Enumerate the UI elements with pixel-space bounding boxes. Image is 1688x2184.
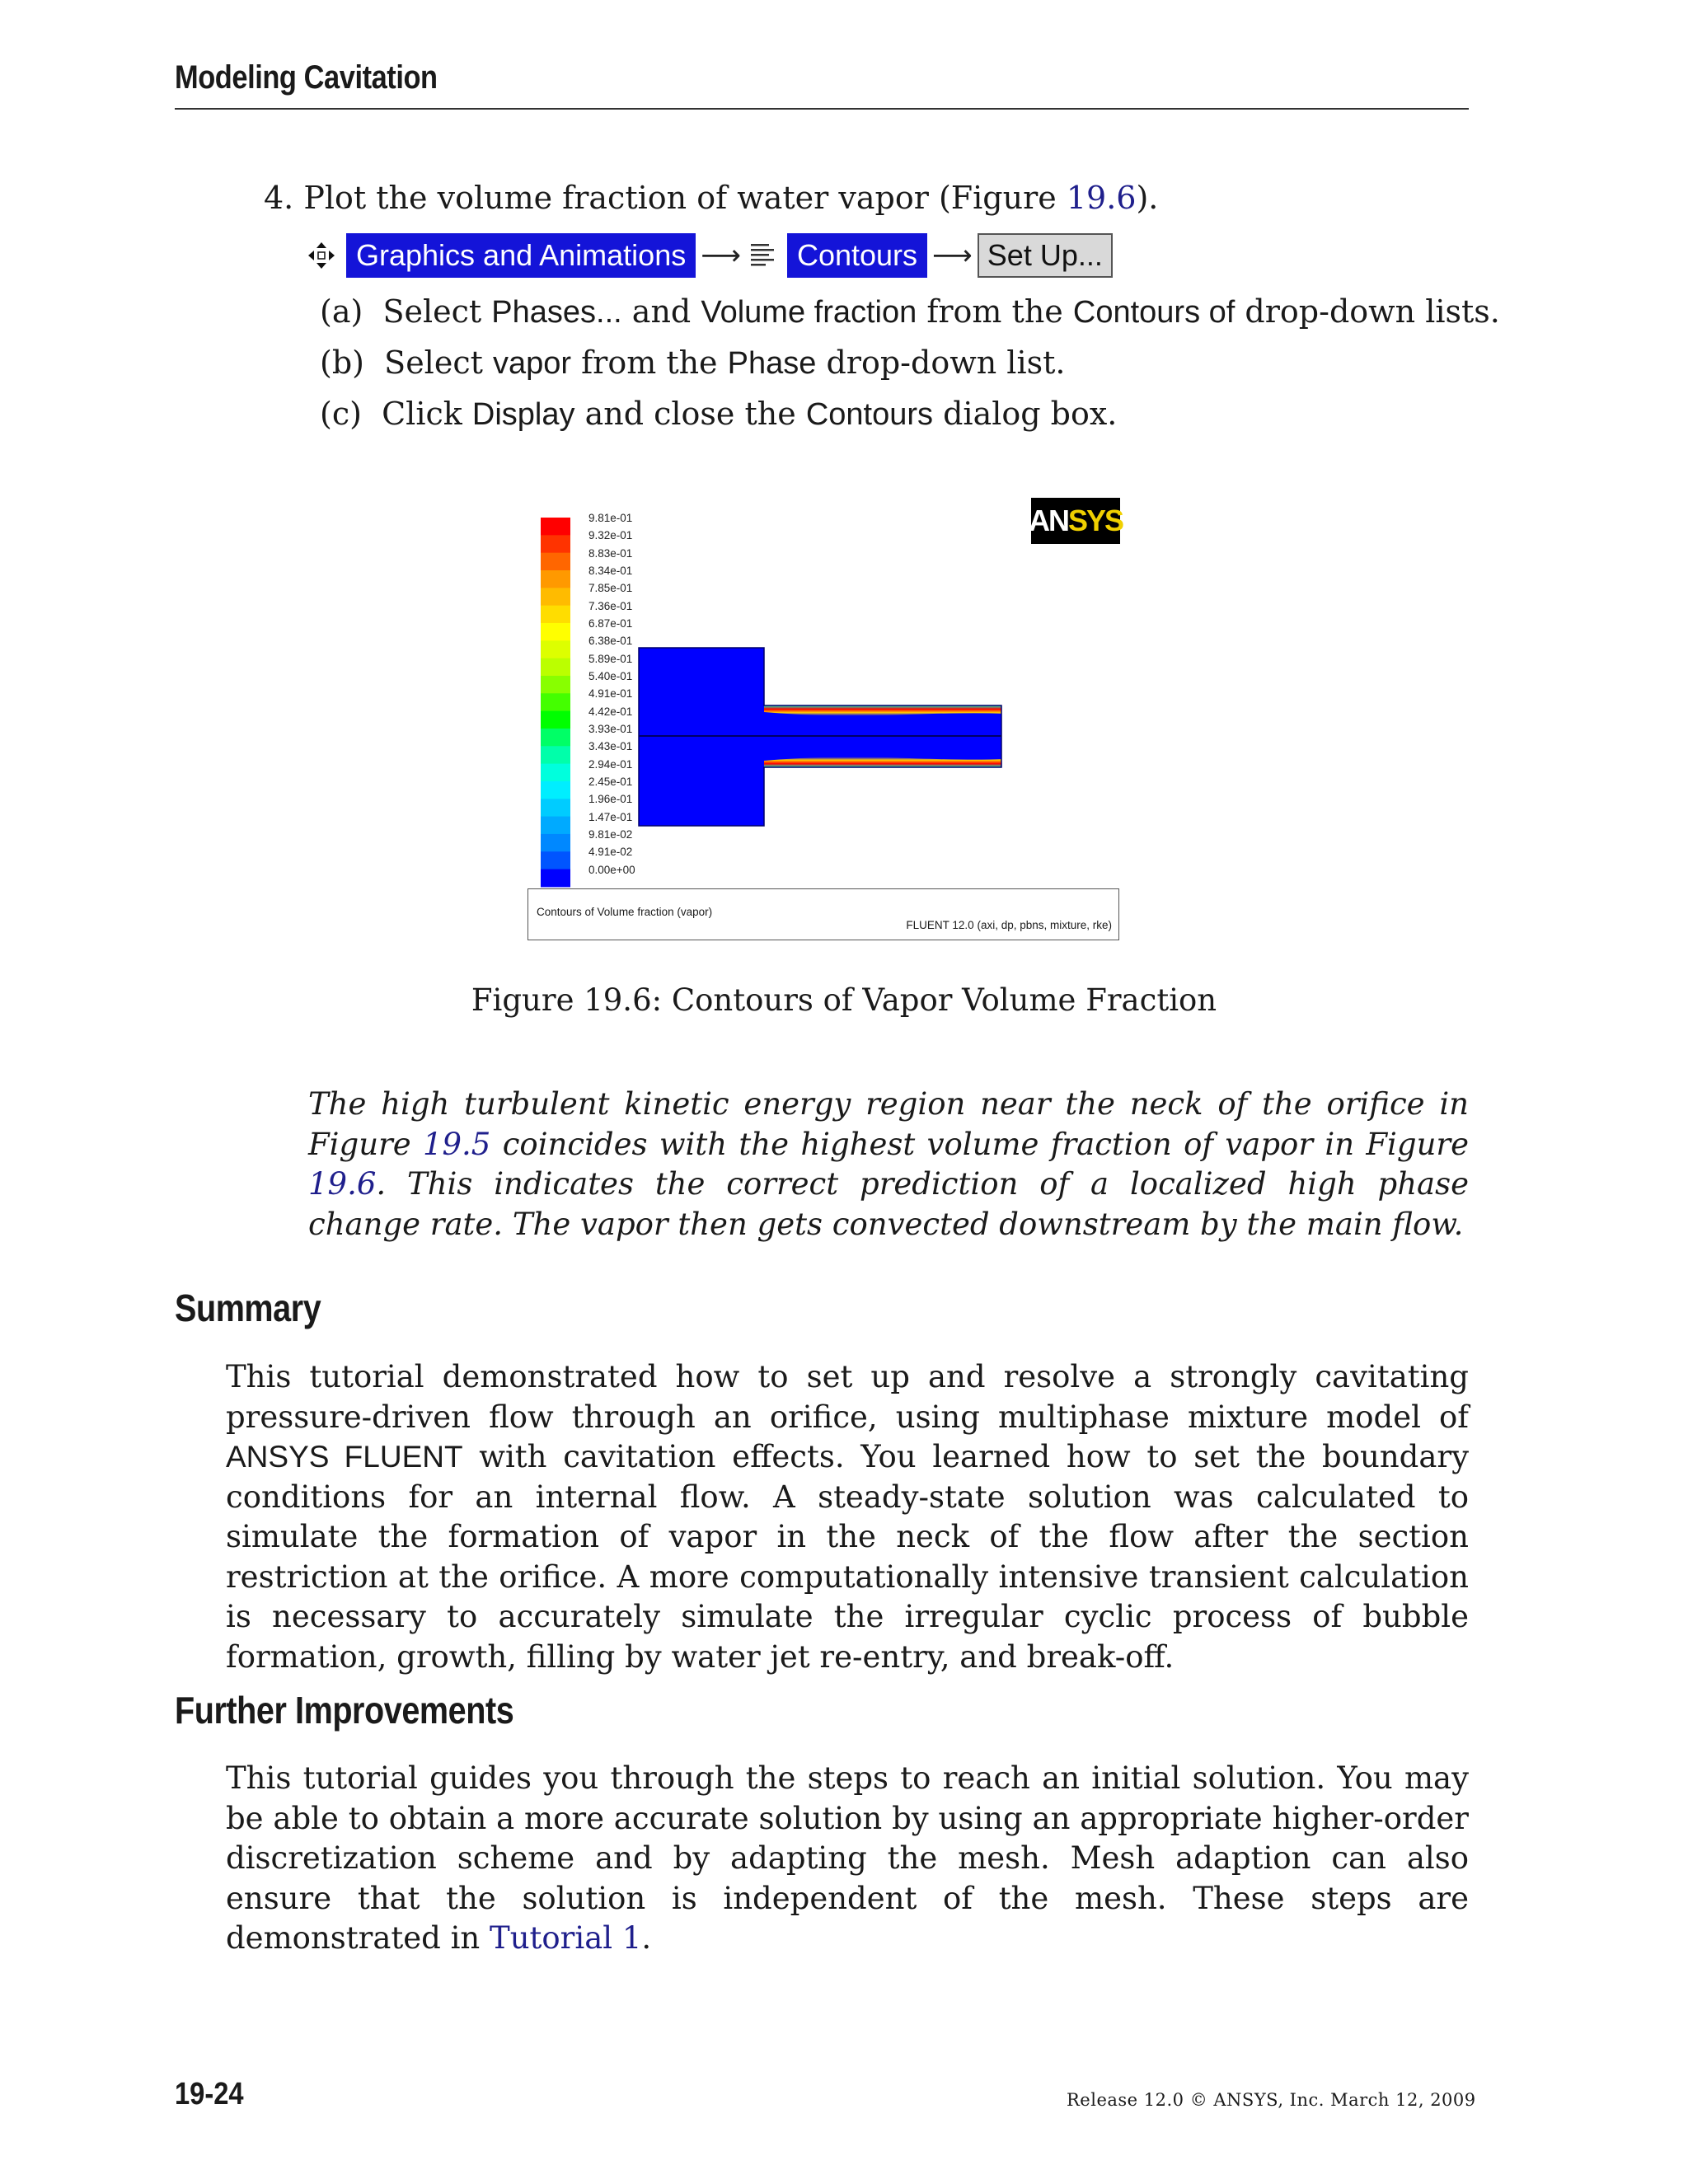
substep-text: from the [917,293,1073,330]
substep-text: Click [382,396,472,432]
legend-swatch [541,693,570,711]
legend-swatch [541,799,570,817]
arrow-icon: ⟶ [701,239,741,272]
menu-path [307,232,1113,279]
legend-swatch [541,588,570,606]
legend-tick-label: 8.34e-01 [588,564,633,577]
solver-info: FLUENT 12.0 (axi, dp, pbns, mixture, rke) [906,919,1112,931]
page-number: 19-24 [175,2077,244,2111]
legend-swatch [541,676,570,694]
legend-swatch [541,623,570,641]
substep-marker: (b) [320,344,364,381]
substep-marker: (a) [320,293,363,330]
figure-19-5-link[interactable]: 19.5 [422,1126,491,1162]
legend-tick-label: 7.36e-01 [588,599,633,612]
legend-tick-label: 8.83e-01 [588,546,633,560]
plot-caption-box [528,888,1119,940]
legend-tick-label: 0.00e+00 [588,863,635,876]
substep-text: dialog box. [933,396,1118,432]
running-header: Modeling Cavitation [175,59,438,96]
legend-tick-label: 5.89e-01 [588,652,633,665]
substep-text: drop-down lists. [1235,293,1500,330]
legend-tick-label: 9.81e-02 [588,827,633,841]
observation-paragraph: The high turbulent kinetic energy region near the neck of the orifice in Figure 19.5 coincides with the highest volume fraction of vapor in Figure 19.6. This indicates the correct prediction of a localized high phase change rate. The vapor then gets convected downstream by the main flow. [308,1086,1469,1242]
substep-text: Select [384,344,493,381]
legend-tick-label: 3.93e-01 [588,722,633,735]
substep-text: and [621,293,701,330]
substep-marker: (c) [320,396,362,432]
legend-tick-label: 5.40e-01 [588,669,633,682]
contours-menu-item[interactable]: Contours [787,233,927,278]
legend-tick-label: 2.45e-01 [588,775,633,788]
further-improvements-heading: Further Improvements [175,1689,514,1732]
legend-swatch [541,764,570,782]
legend-swatch [541,834,570,852]
legend-tick-label: 4.91e-02 [588,846,633,859]
list-icon [749,241,777,269]
legend-swatch [541,518,570,536]
substep-text: and close the [574,396,806,432]
legend-swatch [541,851,570,869]
gui-term: Contours of [1072,295,1236,330]
legend-swatch [541,781,570,799]
legend-tick-label: 3.43e-01 [588,740,633,753]
step-4 [264,180,1158,216]
legend-tick-label: 6.87e-01 [588,616,633,630]
substep-text: drop-down list. [816,344,1066,381]
legend-swatch [541,640,570,658]
legend-swatch [541,553,570,571]
legend-swatch [541,869,570,888]
figure-caption: Figure 19.6: Contours of Vapor Volume Fraction [471,982,1217,1018]
legend-swatch [541,711,570,729]
legend-tick-label: 7.85e-01 [588,582,633,595]
legend-tick-label: 4.42e-01 [588,705,633,718]
legend-swatch [541,729,570,747]
substep-c [320,396,1117,433]
gui-term: vapor [492,346,572,381]
tutorial-1-link[interactable]: Tutorial 1 [490,1920,642,1956]
further-improvements-paragraph: This tutorial guides you through the steps to reach an initial solution. You may be able to obtain a more accurate solution by using an appropriate higher-order discretization scheme and by adapting the mesh. Mesh adaption can also ensure that the solution is independent of the mesh. These steps are demonstrated in Tutorial 1. [226,1760,1469,1956]
step-text-end: ). [1136,180,1159,216]
figure-ref-link[interactable]: 19.6 [1066,180,1137,216]
legend-swatch [541,570,570,588]
legend-labels [588,509,635,879]
set-up-button[interactable]: Set Up... [978,233,1113,278]
legend-tick-label: 2.94e-01 [588,757,633,771]
legend-swatch [541,746,570,764]
legend-swatch [541,535,570,553]
legend-swatch [541,817,570,835]
header-rule [175,108,1469,110]
gui-term: Phases... [491,295,622,330]
inlet-chamber [639,648,764,826]
graphics-and-animations-menu[interactable]: Graphics and Animations [346,233,696,278]
gui-term: Volume fraction [701,295,917,330]
figure-19-6-link[interactable]: 19.6 [308,1166,377,1202]
release-info: Release 12.0 © ANSYS, Inc. March 12, 2009 [1067,2090,1476,2110]
legend-swatch [541,606,570,624]
substep-b [320,344,1065,382]
ansys-logo: AN SYS [1031,498,1120,544]
legend-tick-label: 1.47e-01 [588,810,633,823]
summary-heading: Summary [175,1286,321,1329]
arrow-icon: ⟶ [932,239,973,272]
legend-tick-label: 9.81e-01 [588,512,633,524]
summary-paragraph: This tutorial demonstrated how to set up and resolve a strongly cavitating pressure-driven flow through an orifice, using multiphase mixture model of ANSYS FLUENT with cavitation effects. You learned how to set the boundary conditions for an internal flow. A steady-state solution was calculated to simulate the formation of vapor in the neck of the flow after the section restriction at the orifice. A more computationally intensive transient calculation is necessary to accurately simulate the irregular cyclic process of bubble formation, growth, filling by water jet re-entry, and break-off. [226,1359,1469,1675]
substep-text: from the [571,344,728,381]
substep-text: Select [382,293,492,330]
step-text: 4. Plot the volume fraction of water vapor (Figure [264,180,1067,216]
gui-term: Contours [805,397,934,432]
product-name: ANSYS FLUENT [226,1440,463,1474]
tree-move-icon [307,241,336,270]
plot-title: Contours of Volume fraction (vapor) [537,906,713,918]
legend-tick-label: 4.91e-01 [588,687,633,701]
gui-term: Display [471,397,575,432]
legend-tick-label: 9.32e-01 [588,529,633,542]
substep-a [320,293,1500,330]
legend-tick-label: 1.96e-01 [588,793,633,806]
legend-swatch [541,658,570,677]
gui-term: Phase [727,346,817,381]
legend-tick-label: 6.38e-01 [588,635,633,648]
